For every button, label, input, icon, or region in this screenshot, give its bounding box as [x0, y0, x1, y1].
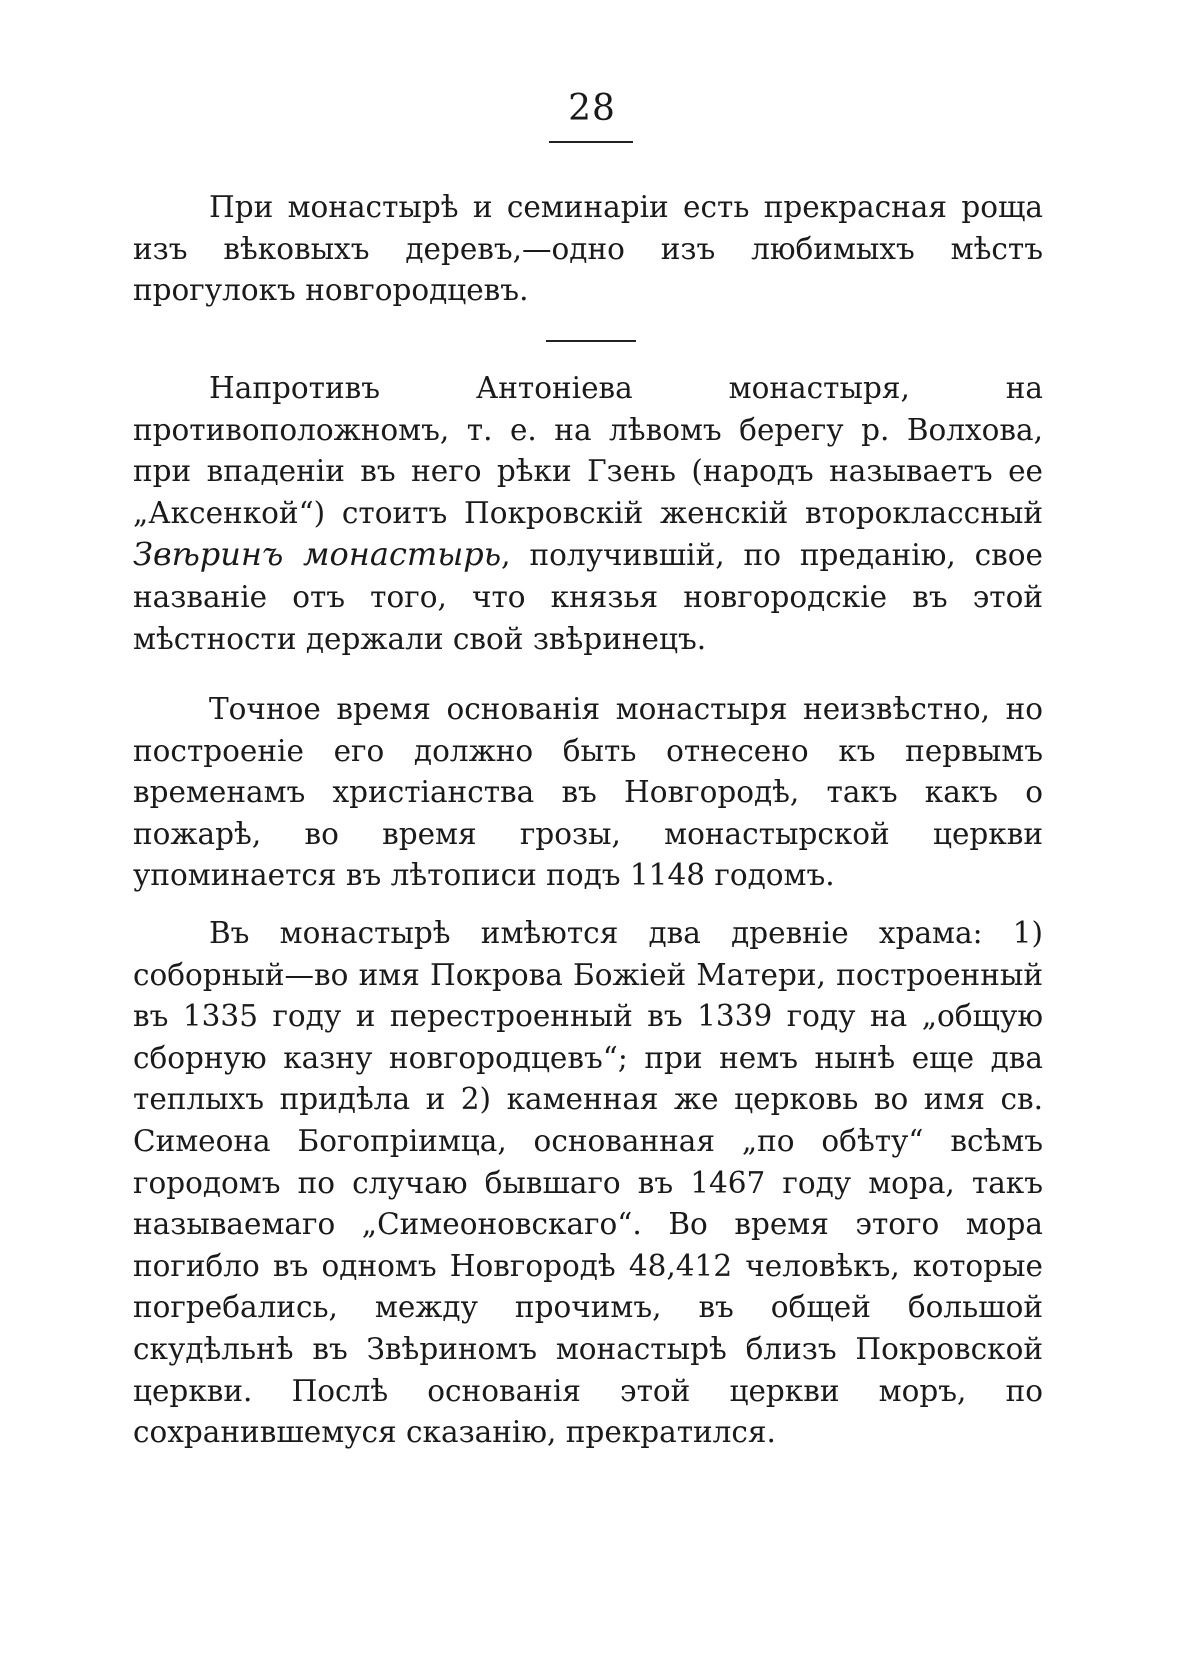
paragraph-1-block [133, 187, 1043, 312]
paragraph-2-block [133, 368, 1043, 660]
paragraph-4: Въ монастырѣ имѣются два древніе храма: 1) соборный—во имя Покрова Божіей Матери, построенный въ 1335 году и перестроенный въ 1339 году на „общую сборную казну новгородцевъ“; при немъ нынѣ еще два теплыхъ придѣла и 2) каменная же церковь во имя св. Симеона Богопріимца, основанная „по обѣту“ всѣмъ городомъ по случаю бывшаго въ 1467 году мора, такъ называемаго „Симеоновскаго“. Во время этого мора погибло въ одномъ Новгородѣ 48,412 человѣкъ, которые погребались, между прочимъ, въ общей большой скудѣльнѣ въ Звѣриномъ монастырѣ близъ Покровской церкви. Послѣ основанія этой церкви моръ, по сохранившемуся сказанію, прекратился. [133, 916, 1043, 1450]
page-number-underline [549, 141, 633, 143]
paragraph-4-block [133, 913, 1043, 1454]
paragraph-2 [133, 368, 1043, 660]
paragraph-3-block [133, 689, 1043, 897]
paragraph-3: Точное время основанія монастыря неизвѣстно, но построеніе его должно быть отнесено къ первымъ временамъ христіанства въ Новгородѣ, такъ какъ о пожарѣ, во время грозы, монастырской церкви упоминается въ лѣтописи подъ 1148 годомъ. [133, 692, 1043, 893]
paragraph-2-text-after: , получившій, по преданію, свое названіе отъ того, что князья новгородскіе въ этой мѣстности держали свой звѣринецъ. [133, 538, 1043, 656]
paragraph-2-italic-monastery-name: Звѣринъ монастырь [133, 535, 502, 574]
section-divider [546, 340, 636, 342]
paragraph-2-text-before: Напротивъ Антоніева монастыря, на противоположномъ, т. е. на лѣвомъ берегу р. Волхова, при впаденіи въ него рѣки Гзень (народъ называетъ ее „Аксенкой“) стоитъ Покровскій женскій второклассный [133, 371, 1043, 530]
paragraph-1: При монастырѣ и семинаріи есть прекрасная роща изъ вѣковыхъ деревъ,—одно изъ любимыхъ мѣстъ прогулокъ новгородцевъ. [133, 190, 1043, 308]
page-number: 28 [568, 88, 616, 129]
